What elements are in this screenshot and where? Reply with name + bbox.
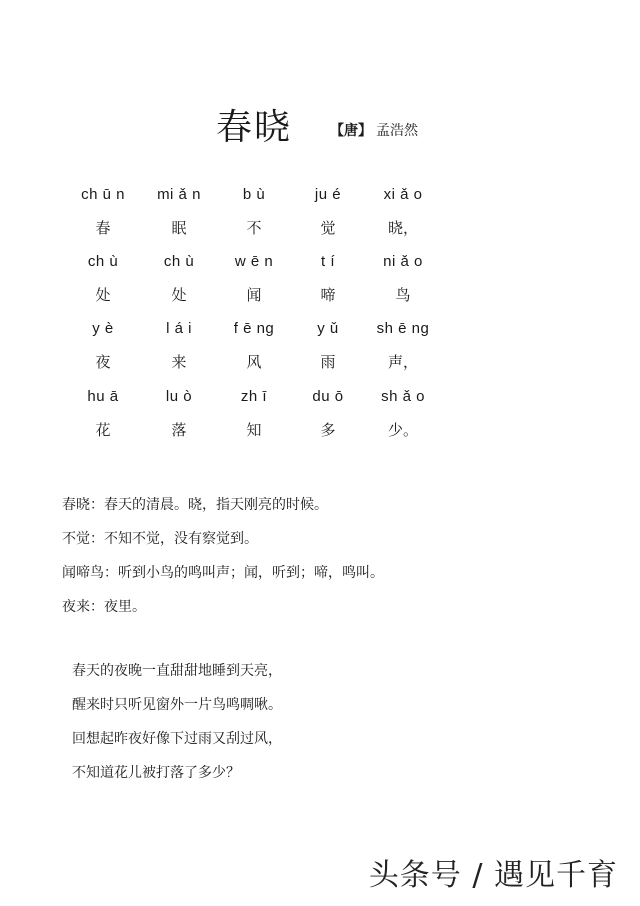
pinyin-syllable: mi ǎ n — [157, 186, 201, 203]
translation-list — [72, 654, 282, 790]
pinyin-syllable: ch ù — [163, 253, 195, 270]
poem-character: 多 — [320, 421, 336, 439]
pinyin-syllable: lu ò — [165, 388, 193, 405]
poem-author: 孟浩然 — [376, 123, 418, 139]
pinyin-syllable: sh ē ng — [376, 320, 430, 337]
poem-meta — [330, 122, 418, 140]
poem-dynasty: 【唐】 — [330, 123, 372, 139]
pinyin-syllable: w ē n — [234, 253, 274, 270]
pinyin-syllable: hu ā — [87, 388, 119, 405]
note-item: 不觉：不知不觉，没有察觉到。 — [62, 531, 258, 547]
poem-character: 鸟 — [395, 286, 411, 304]
pinyin-syllable: xi ǎ o — [383, 186, 423, 203]
pinyin-syllable: du ō — [312, 388, 344, 405]
pinyin-syllable: ni ǎ o — [383, 253, 423, 270]
pinyin-syllable: b ù — [242, 186, 266, 203]
notes-list — [62, 488, 384, 624]
pinyin-syllable: ch ū n — [81, 186, 125, 203]
poem-character: 不 — [246, 219, 262, 237]
poem-character: 少。 — [387, 421, 418, 439]
translation-line: 回想起昨夜好像下过雨又刮过风， — [72, 731, 282, 747]
poem-character: 啼 — [320, 286, 336, 304]
poem-character: 来 — [171, 353, 187, 371]
poem-character: 风 — [246, 353, 262, 371]
pinyin-syllable: t í — [320, 253, 335, 270]
pinyin-syllable: ju é — [314, 186, 342, 203]
poem-character: 落 — [171, 421, 187, 439]
poem-character: 处 — [95, 286, 111, 304]
translation-line: 醒来时只听见窗外一片鸟鸣啁啾。 — [72, 697, 282, 713]
translation-line: 不知道花儿被打落了多少？ — [72, 765, 240, 781]
poem-character: 花 — [95, 421, 111, 439]
poem-character: 知 — [246, 421, 262, 439]
poem-character: 处 — [171, 286, 187, 304]
note-item: 闻啼鸟：听到小鸟的鸣叫声；闻，听到；啼，鸣叫。 — [62, 565, 384, 581]
pinyin-syllable: y ǔ — [317, 320, 339, 337]
watermark: 头条号 / 遇见千育 — [368, 858, 618, 893]
pinyin-syllable: ch ù — [87, 253, 119, 270]
poem-character: 觉 — [320, 219, 336, 237]
poem-character: 春 — [95, 219, 111, 237]
note-item: 春晓：春天的清晨。晓，指天刚亮的时候。 — [62, 497, 328, 513]
pinyin-syllable: sh ǎ o — [381, 388, 425, 405]
translation-line: 春天的夜晚一直甜甜地睡到天亮， — [72, 663, 282, 679]
note-item: 夜来：夜里。 — [62, 599, 146, 615]
poem-character: 雨 — [320, 353, 336, 371]
poem-character: 晓， — [387, 219, 418, 237]
pinyin-syllable: y è — [92, 320, 114, 337]
poem-title: 春晓 — [216, 107, 293, 148]
poem-character: 眠 — [171, 219, 187, 237]
poem-character: 声， — [387, 353, 418, 371]
poem-character: 闻 — [246, 286, 262, 304]
pinyin-syllable: l á i — [166, 320, 192, 337]
pinyin-syllable: zh ī — [240, 388, 268, 405]
poem-character: 夜 — [95, 353, 111, 371]
pinyin-syllable: f ē ng — [233, 320, 275, 337]
